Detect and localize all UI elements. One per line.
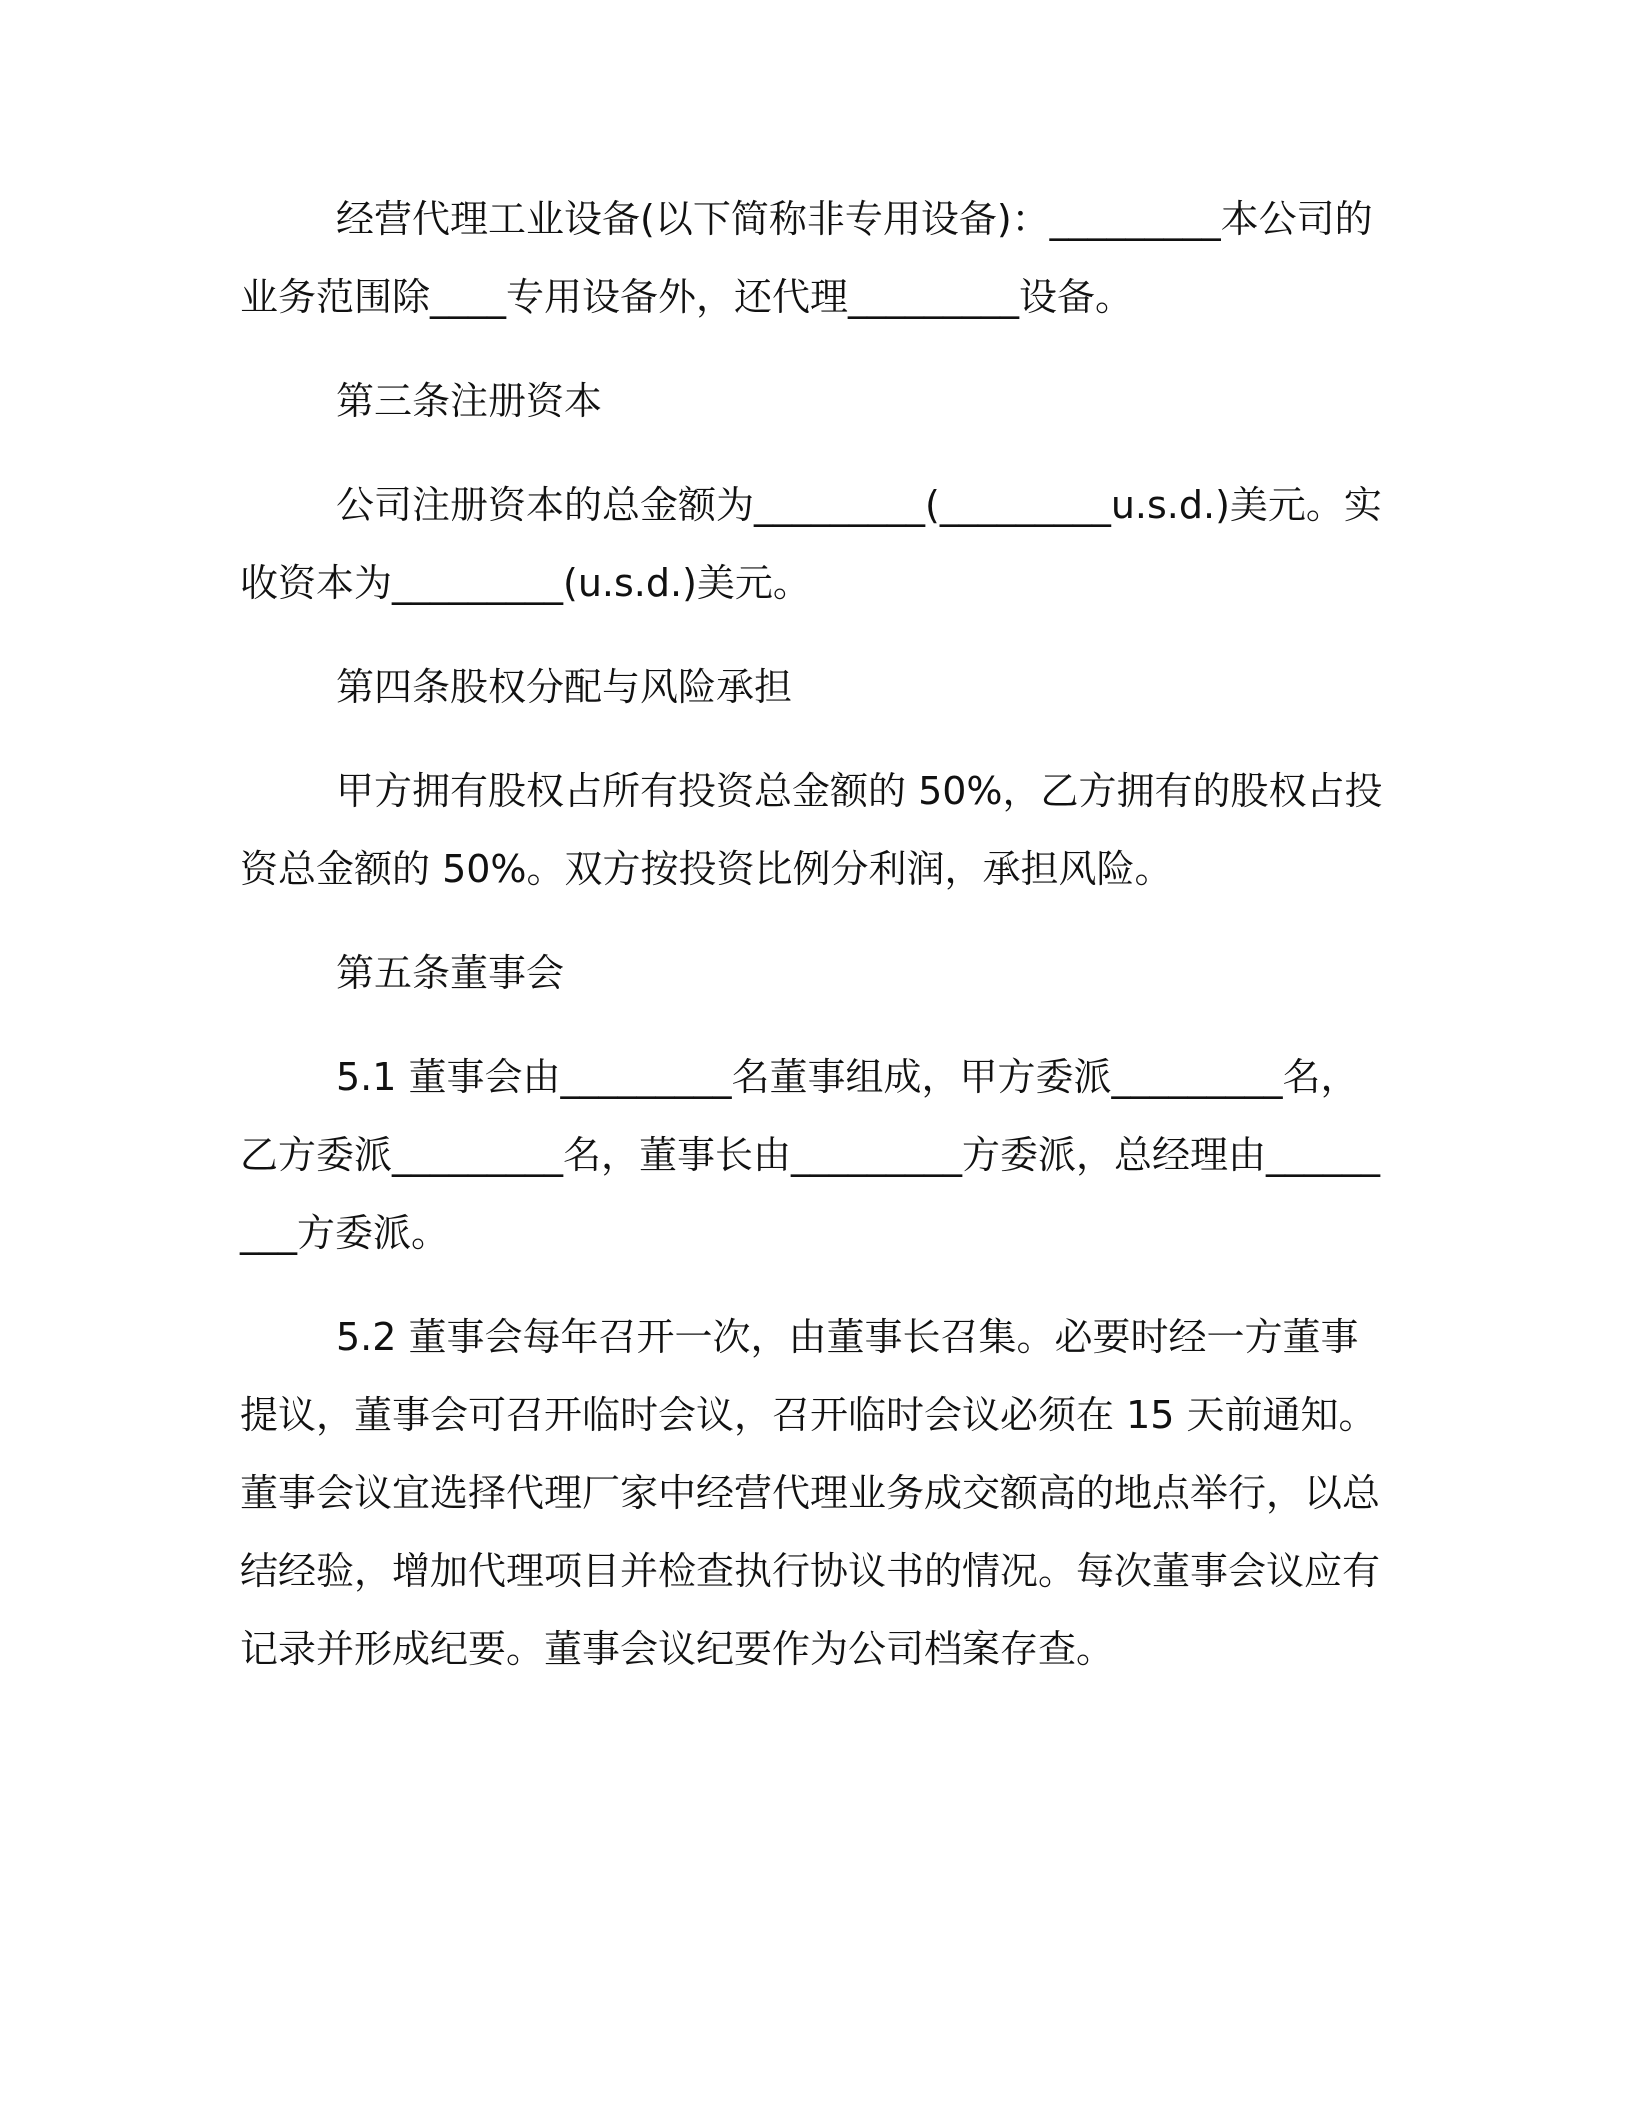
article-3-heading: 第三条注册资本	[336, 379, 603, 423]
paragraph-5-1-board-composition: 5.1 董事会由_________名董事组成，甲方委派_________名，乙方委派_________名，董事长由_________方委派，总经理由_________方委派。	[240, 1055, 1381, 1255]
article-4-heading: 第四条股权分配与风险承担	[336, 665, 793, 709]
article-5-heading: 第五条董事会	[336, 951, 565, 995]
paragraph-equity-distribution: 甲方拥有股权占所有投资总金额的 50%，乙方拥有的股权占投资总金额的 50%。双方按投资比例分利润，承担风险。	[240, 769, 1383, 891]
paragraph-registered-capital: 公司注册资本的总金额为_________(_________u.s.d.)美元。实收资本为_________(u.s.d.)美元。	[240, 483, 1382, 605]
document-body	[240, 180, 1390, 1688]
paragraph-5-2-board-meetings: 5.2 董事会每年召开一次，由董事长召集。必要时经一方董事提议，董事会可召开临时会议，召开临时会议必须在 15 天前通知。董事会议宜选择代理厂家中经营代理业务成交额高的地点举行，以总结经验，增加代理项目并检查执行协议书的情况。每次董事会议应有记录并形成纪要。董事会议纪要作为公司档案存查。	[240, 1315, 1381, 1671]
paragraph-business-scope: 经营代理工业设备(以下简称非专用设备)：_________本公司的业务范围除____专用设备外，还代理_________设备。	[240, 197, 1373, 319]
